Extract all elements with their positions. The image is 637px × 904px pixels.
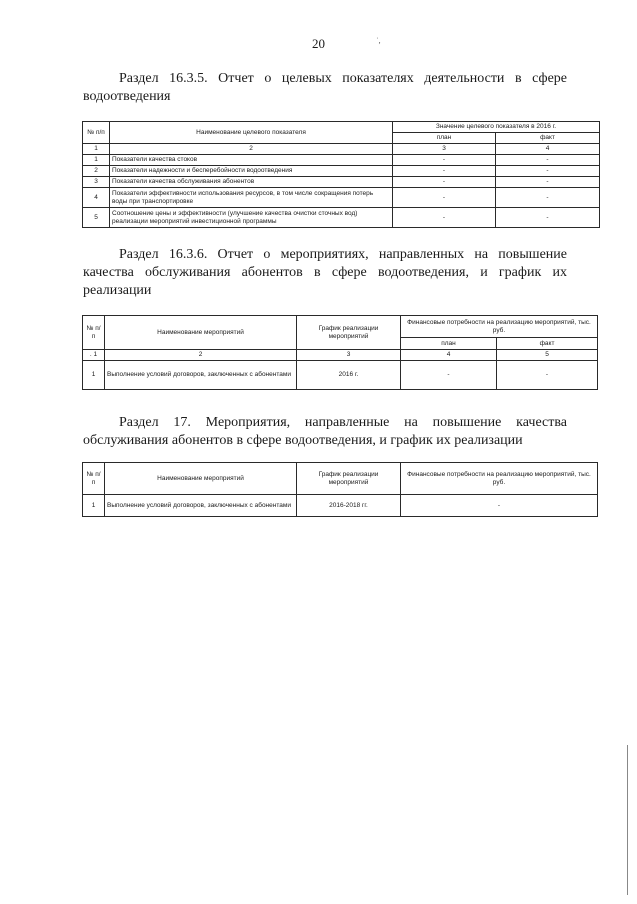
index-cell: 1	[83, 144, 110, 155]
row-finance: -	[401, 495, 598, 517]
index-cell: 2	[105, 350, 297, 361]
table-row	[83, 155, 600, 166]
header-plan: план	[393, 133, 496, 144]
row-fact: -	[496, 166, 600, 177]
row-name: Показатели качества стоков	[110, 155, 393, 166]
row-fact: -	[496, 177, 600, 188]
header-value-group: Значение целевого показателя в 2016 г.	[393, 122, 600, 133]
row-num: 1	[83, 361, 105, 390]
row-num: 5	[83, 208, 110, 228]
activities-plan-table	[82, 462, 598, 517]
header-finance: Финансовые потребности на реализацию мероприятий, тыс. руб.	[401, 463, 598, 495]
header-indicator-name: Наименование целевого показателя	[110, 122, 393, 144]
row-plan: -	[393, 155, 496, 166]
index-cell: 4	[496, 144, 600, 155]
index-cell: 2	[110, 144, 393, 155]
row-name: Показатели надежности и бесперебойности водоотведения	[110, 166, 393, 177]
row-name: Показатели качества обслуживания абонентов	[110, 177, 393, 188]
row-name: Соотношение цены и эффективности (улучшение качества очистки сточных вод) реализации мероприятий инвестиционной программы	[110, 208, 393, 228]
target-indicators-table	[82, 121, 600, 228]
index-cell: 3	[297, 350, 401, 361]
index-cell: 5	[497, 350, 598, 361]
section-16-3-5-heading: Раздел 16.3.5. Отчет о целевых показателях деятельности в сфере водоотведения	[83, 71, 567, 104]
table-row	[83, 188, 600, 208]
header-schedule: График реализации мероприятий	[297, 316, 401, 350]
row-num: 1	[83, 155, 110, 166]
row-num: 2	[83, 166, 110, 177]
section-17-heading: Раздел 17. Мероприятия, направленные на повышение качества обслуживания абонентов в сфере водоотведения, и график их реализации	[83, 415, 567, 448]
row-num: 1	[83, 495, 105, 517]
header-num: № п/п	[83, 463, 105, 495]
table-row	[83, 177, 600, 188]
row-plan: -	[401, 361, 497, 390]
row-plan: -	[393, 166, 496, 177]
row-fact: -	[496, 155, 600, 166]
table-row	[83, 495, 598, 517]
row-name: Выполнение условий договоров, заключенных с абонентами	[105, 361, 297, 390]
header-num: № п/п	[83, 316, 105, 350]
activities-report-table	[82, 315, 598, 390]
row-fact: -	[496, 208, 600, 228]
index-cell: 4	[401, 350, 497, 361]
scan-speck: ˙,	[376, 36, 381, 45]
section-16-3-6-heading: Раздел 16.3.6. Отчет о мероприятиях, направленных на повышение качества обслуживания абонентов в сфере водоотведения, и график их реализации	[83, 247, 567, 298]
row-num: 3	[83, 177, 110, 188]
header-activity-name: Наименование мероприятий	[105, 316, 297, 350]
page-number: 20	[312, 36, 325, 51]
index-cell: 3	[393, 144, 496, 155]
row-fact: -	[497, 361, 598, 390]
header-schedule: График реализации мероприятий	[297, 463, 401, 495]
row-num: 4	[83, 188, 110, 208]
header-fact: факт	[497, 338, 598, 350]
row-plan: -	[393, 208, 496, 228]
header-activity-name: Наименование мероприятий	[105, 463, 297, 495]
scan-edge-line	[627, 745, 628, 895]
row-name: Показатели эффективности использования ресурсов, в том числе сокращения потерь воды при транспортировке	[110, 188, 393, 208]
header-plan: план	[401, 338, 497, 350]
index-cell: . 1	[83, 350, 105, 361]
table-row	[83, 361, 598, 390]
row-plan: -	[393, 188, 496, 208]
row-plan: -	[393, 177, 496, 188]
table-row	[83, 208, 600, 228]
header-fact: факт	[496, 133, 600, 144]
header-finance-group: Финансовые потребности на реализацию мероприятий, тыс. руб.	[401, 316, 598, 338]
row-schedule: 2016-2018 гг.	[297, 495, 401, 517]
row-schedule: 2016 г.	[297, 361, 401, 390]
table-row	[83, 166, 600, 177]
header-num: № п/п	[83, 122, 110, 144]
row-name: Выполнение условий договоров, заключенных с абонентами	[105, 495, 297, 517]
row-fact: -	[496, 188, 600, 208]
